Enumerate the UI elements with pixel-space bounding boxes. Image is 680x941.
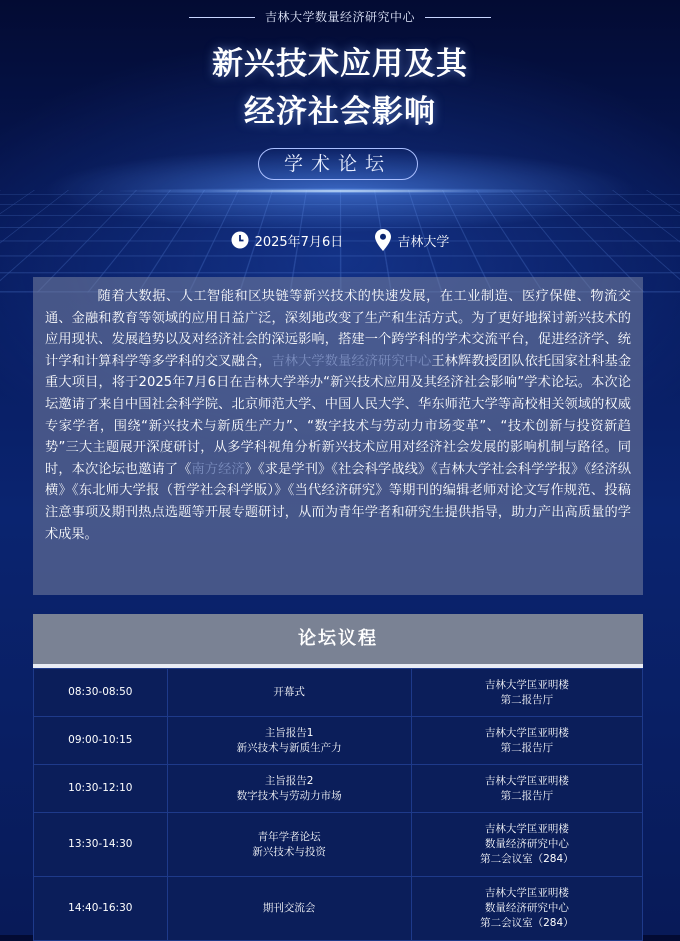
event-location [375,229,449,251]
agenda-venue-line: 吉林大学匡亚明楼 [484,823,569,835]
agenda-row [34,765,643,813]
event-meta [0,229,680,251]
agenda-topic [167,765,411,813]
agenda-venue-line: 第二报告厅 [500,741,554,754]
agenda-topic [167,717,411,765]
agenda-venue-line: 吉林大学匡亚明楼 [484,887,569,899]
agenda-venue [411,765,642,813]
agenda-venue-line: 数量经济研究中心 [484,838,569,850]
agenda-venue [411,813,642,877]
agenda-topic-line: 期刊交流会 [262,902,316,914]
agenda-venue-line: 吉林大学匡亚明楼 [484,726,569,739]
agenda-topic-line: 开幕式 [273,686,305,698]
agenda-time: 13:30-14:30 [34,813,168,877]
agenda-venue-line: 第二报告厅 [500,693,554,706]
agenda-time: 08:30-08:50 [34,669,168,717]
event-location-text: 吉林大学 [397,234,450,250]
intro-faded-org: 吉林大学数量经济研究中心 [271,353,432,369]
agenda-row [34,813,643,877]
agenda-venue-line: 数量经济研究中心 [484,902,569,914]
agenda-time: 14:40-16:30 [34,877,168,941]
event-date [231,231,344,250]
divider [189,17,255,18]
agenda-time: 09:00-10:15 [34,717,168,765]
divider [425,17,491,18]
agenda-row [34,669,643,717]
intro-text-2: 王林辉教授团队依托国家社科基金重大项目，将于2025年7月6日在吉林大学举办“新兴技术应用及其经济社会影响”学术论坛。本次论坛邀请了来自中国社会科学院、北京师范大学、中国人民大学、华东师范大学等高校相关领域的权威专家学者，围绕“新兴技术与新质生产力”、“数字技术与劳动力市场变革”、“技术创新与投资新趋势”三大主题展开深度研讨，从多学科视角分析新兴技术应用对经济社会发展的影响机制与路径。同时，本次论坛也邀请了《 [45,353,632,477]
agenda-heading: 论坛议程 [33,614,643,664]
agenda-topic [167,877,411,941]
agenda-topic-line: 新兴技术与投资 [252,845,326,858]
organizer-header [0,8,680,25]
organizer-name: 吉林大学数量经济研究中心 [264,10,415,24]
intro-paragraph [33,277,643,595]
agenda-table [33,668,643,941]
agenda-row [34,717,643,765]
agenda-venue-line: 第二报告厅 [500,789,554,802]
agenda-topic-line: 主旨报告2 [264,774,314,787]
agenda-topic-line: 主旨报告1 [264,726,314,739]
title-line-1: 新兴技术应用及其 [212,46,468,82]
intro-text-3: 》《求是学刊》《社会科学战线》《吉林大学社会科学学报》《经济纵横》《东北师大学报（哲学社会科学版）》《当代经济研究》等期刊的编辑老师对论文写作规范、投稿注意事项及期刊热点选题等开展专题研讨，从而为青年学者和研究生提供指导，助力产出高质量的学术成果。 [45,461,632,542]
page-title [0,40,680,136]
agenda-topic [167,669,411,717]
agenda-venue-line: 吉林大学匡亚明楼 [484,678,569,691]
intro-faded-journal: 南方经济 [191,461,245,477]
agenda-venue-line: 吉林大学匡亚明楼 [484,774,569,787]
clock-icon [231,231,249,249]
agenda-time: 10:30-12:10 [34,765,168,813]
title-line-2: 经济社会影响 [244,94,436,130]
map-pin-icon [375,229,391,251]
agenda-row [34,877,643,941]
agenda-topic [167,813,411,877]
agenda-venue-line: 第二会议室（284） [480,853,574,865]
agenda-topic-line: 新兴技术与新质生产力 [236,741,342,754]
agenda-section [33,614,643,941]
agenda-venue [411,669,642,717]
forum-subtitle: 学术论坛 [258,148,418,180]
agenda-topic-line: 青年学者论坛 [257,830,321,843]
intro-text-1: 随着大数据、人工智能和区块链等新兴技术的快速发展，在工业制造、医疗保健、物流交通、金融和教育等领域的应用日益广泛，深刻地改变了生产和生活方式。为了更好地探讨新兴技术的应用现状、发展趋势以及对经济社会的深远影响，搭建一个跨学科的学术交流平台，促进经济学、统计学和计算科学等多学科的交叉融合， [45,289,631,369]
agenda-venue [411,877,642,941]
agenda-venue [411,717,642,765]
event-date-text: 2025年7月6日 [254,234,344,250]
agenda-topic-line: 数字技术与劳动力市场 [236,789,342,802]
agenda-venue-line: 第二会议室（284） [480,917,574,929]
glow-line-decoration [120,188,560,194]
